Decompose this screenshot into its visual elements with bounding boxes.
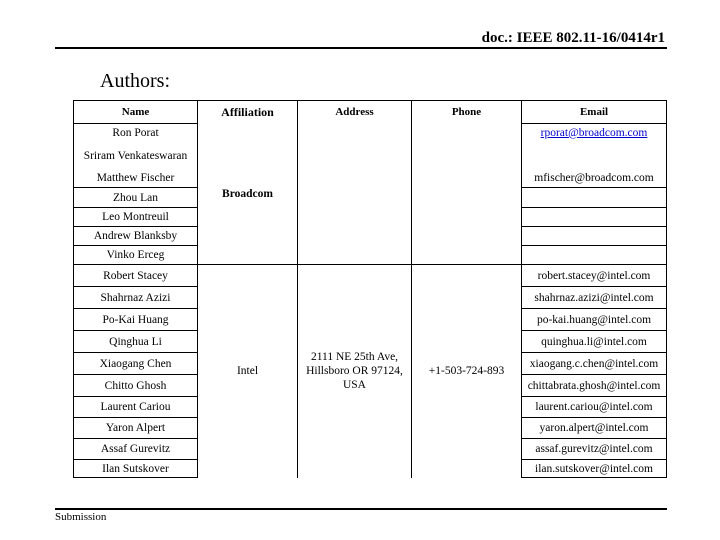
- author-email: chittabrata.ghosh@intel.com: [522, 375, 667, 397]
- author-email: [522, 142, 667, 170]
- affiliation-broadcom: Broadcom: [198, 124, 298, 265]
- author-name: Ron Porat: [74, 124, 198, 142]
- author-name: Yaron Alpert: [74, 418, 198, 439]
- column-header-name: Name: [74, 101, 198, 124]
- author-email: po-kai.huang@intel.com: [522, 309, 667, 331]
- affiliation-intel: Intel: [198, 265, 298, 478]
- column-header-address: Address: [298, 101, 412, 124]
- author-email: [522, 208, 667, 227]
- author-name: Robert Stacey: [74, 265, 198, 287]
- author-name: Andrew Blanksby: [74, 227, 198, 246]
- address-intel: 2111 NE 25th Ave, Hillsboro OR 97124, USA: [298, 265, 412, 478]
- phone-intel: +1-503-724-893: [412, 265, 522, 478]
- author-name: Ilan Sutskover: [74, 460, 198, 478]
- author-name: Laurent Cariou: [74, 397, 198, 418]
- author-email: [522, 246, 667, 265]
- author-email: [522, 227, 667, 246]
- page-title: Authors:: [100, 70, 170, 92]
- author-name: Chitto Ghosh: [74, 375, 198, 397]
- phone-cell: [412, 124, 522, 265]
- author-email: quinghua.li@intel.com: [522, 331, 667, 353]
- author-name: Po-Kai Huang: [74, 309, 198, 331]
- author-name: Qinghua Li: [74, 331, 198, 353]
- footer-rule: [55, 508, 667, 510]
- author-email: xiaogang.c.chen@intel.com: [522, 353, 667, 375]
- table-row: [74, 124, 667, 142]
- author-name: Sriram Venkateswaran: [74, 142, 198, 170]
- author-email: laurent.cariou@intel.com: [522, 397, 667, 418]
- table-row: [74, 265, 667, 287]
- header-rule: [55, 47, 667, 49]
- author-name: Zhou Lan: [74, 188, 198, 208]
- author-email: ilan.sutskover@intel.com: [522, 460, 667, 478]
- document-id: doc.: IEEE 802.11-16/0414r1: [481, 30, 665, 46]
- author-name: Leo Montreuil: [74, 208, 198, 227]
- author-name: Matthew Fischer: [74, 170, 198, 188]
- table-header-row: [74, 101, 667, 124]
- author-name: Assaf Gurevitz: [74, 439, 198, 460]
- author-email: robert.stacey@intel.com: [522, 265, 667, 287]
- column-header-affiliation: Affiliation: [198, 101, 298, 124]
- author-email: [522, 188, 667, 208]
- authors-table: [73, 100, 667, 478]
- column-header-phone: Phone: [412, 101, 522, 124]
- author-email: [522, 124, 667, 142]
- author-name: Xiaogang Chen: [74, 353, 198, 375]
- footer-label: Submission: [55, 511, 107, 523]
- column-header-email: Email: [522, 101, 667, 124]
- author-email: shahrnaz.azizi@intel.com: [522, 287, 667, 309]
- author-email: yaron.alpert@intel.com: [522, 418, 667, 439]
- email-link[interactable]: rporat@broadcom.com: [540, 126, 648, 139]
- author-email: assaf.gurevitz@intel.com: [522, 439, 667, 460]
- address-cell: [298, 124, 412, 265]
- author-name: Shahrnaz Azizi: [74, 287, 198, 309]
- author-email: mfischer@broadcom.com: [522, 170, 667, 188]
- author-name: Vinko Erceg: [74, 246, 198, 265]
